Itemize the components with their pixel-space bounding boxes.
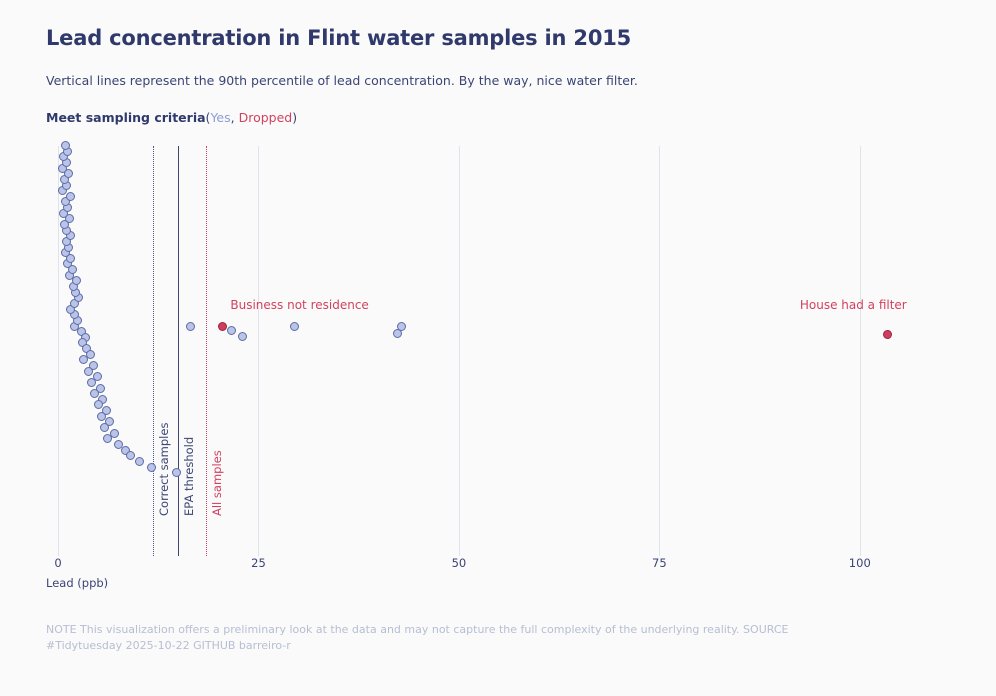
reference-line-label: All samples [210,450,225,516]
gridline [58,146,59,556]
data-point[interactable] [100,423,109,432]
data-point[interactable] [61,141,70,150]
gridline [459,146,460,556]
x-axis-tick: 50 [451,556,467,570]
data-point[interactable] [126,451,135,460]
gridline [258,146,259,556]
gridline [860,146,861,556]
footer-line-1: NOTE This visualization offers a preliminary look at the data and may not capture the full complexity of the underlying [46,623,700,636]
scatter-plot-area [46,146,956,556]
data-point[interactable] [66,192,75,201]
data-point[interactable] [238,332,247,341]
legend [46,110,297,125]
legend-item-dropped: Dropped [238,110,293,125]
x-axis-tick: 25 [251,556,266,570]
reference-line-label: Correct samples [156,422,171,516]
footer-note [46,622,846,654]
data-point[interactable] [135,457,144,466]
data-point[interactable] [290,322,299,331]
data-point[interactable] [87,378,96,387]
data-point[interactable] [79,355,88,364]
data-point[interactable] [227,326,236,335]
data-point[interactable] [393,329,402,338]
legend-title: Meet sampling criteria [46,110,206,125]
reference-line [206,146,207,556]
legend-close-paren: ) [292,110,298,125]
data-point[interactable] [147,463,156,472]
gridline [659,146,660,556]
data-point[interactable] [84,367,93,376]
chart-annotation: House had a filter [799,298,907,312]
reference-line-label: EPA threshold [182,436,197,516]
data-point[interactable] [883,330,892,339]
x-axis-tick: 0 [54,556,62,570]
reference-line [153,146,154,556]
data-point[interactable] [186,322,195,331]
x-axis-label: Lead (ppb) [46,576,109,590]
footer-line-2: reality. SOURCE #Tidytuesday 2025-10-22 GITHUB barreiro-r [46,623,789,652]
chart-annotation: Business not residence [230,298,369,312]
data-point[interactable] [103,434,112,443]
x-axis [46,556,956,596]
x-axis-tick: 100 [848,556,871,570]
legend-item-yes: Yes [210,110,231,125]
reference-line [178,146,179,556]
data-point[interactable] [218,322,227,331]
legend-separator: , [230,110,239,125]
legend-open-paren: ( [205,110,211,125]
chart-subtitle: Vertical lines represent the 90th percentile of lead concentration. By the way, nice water filter. [46,73,638,88]
page-title: Lead concentration in Flint water samples in 2015 [46,26,632,50]
x-axis-tick: 75 [652,556,667,570]
data-point[interactable] [172,468,181,477]
